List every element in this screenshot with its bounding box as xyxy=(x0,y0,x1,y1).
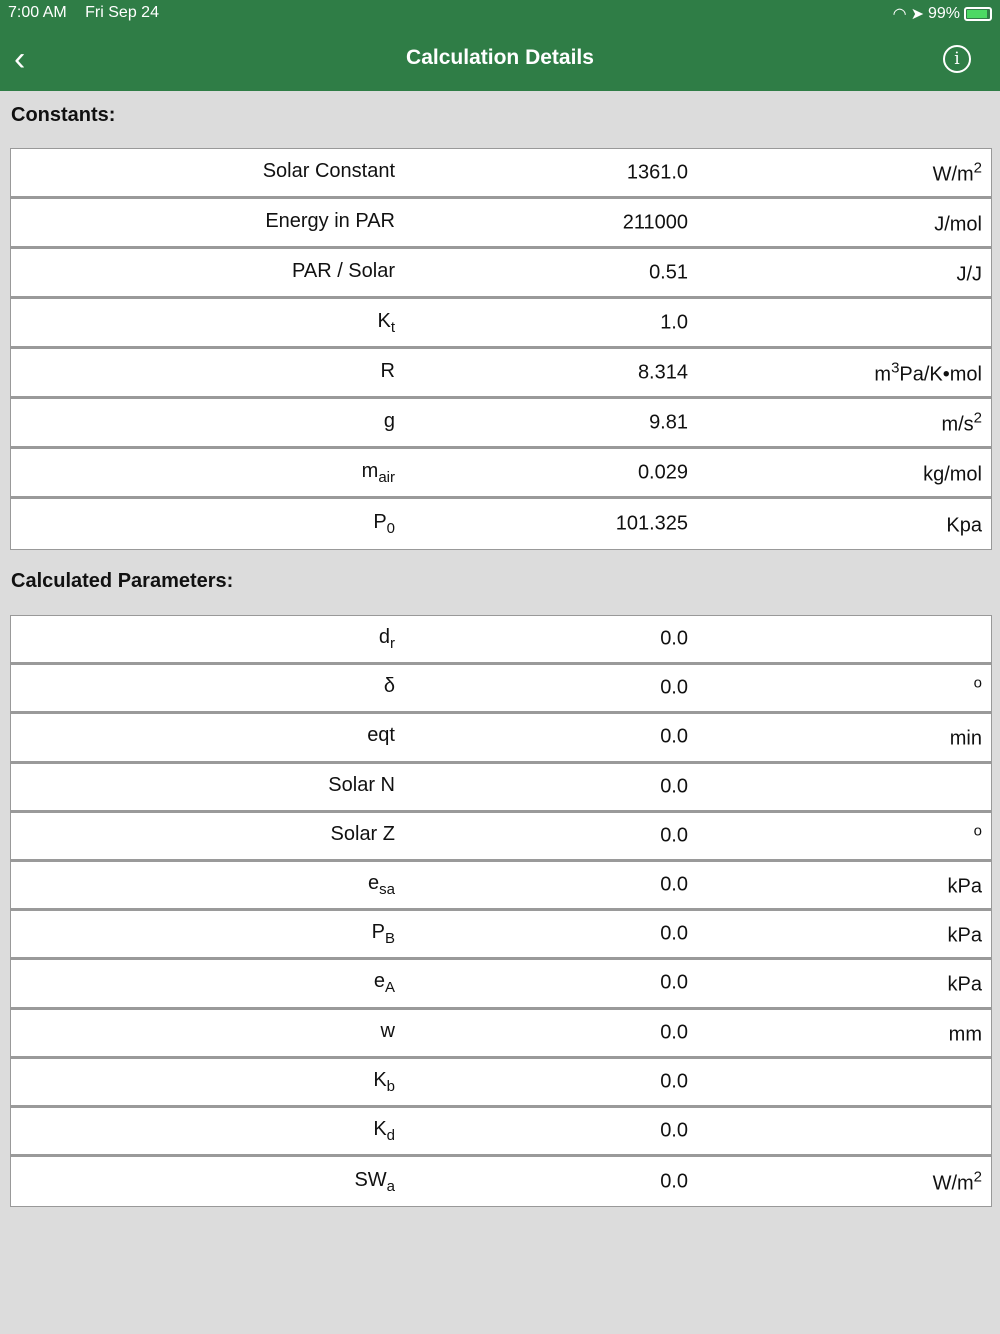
unit-superscript: o xyxy=(973,822,982,840)
table-row xyxy=(11,764,991,813)
info-button[interactable] xyxy=(943,45,971,73)
param-label xyxy=(384,675,395,701)
label-subscript: B xyxy=(384,930,395,948)
param-value: 0.0 xyxy=(660,971,688,994)
param-unit xyxy=(934,209,982,236)
status-bar-right xyxy=(893,4,992,24)
battery-icon xyxy=(964,7,992,21)
info-icon: i xyxy=(954,49,960,69)
unit-superscript: 3 xyxy=(891,359,900,377)
param-unit xyxy=(933,159,982,186)
unit-main: kPa xyxy=(947,973,982,996)
wifi-icon: ◠ xyxy=(892,6,907,23)
status-bar-left xyxy=(8,4,173,22)
label-main: P xyxy=(373,511,387,533)
param-label xyxy=(384,410,395,436)
location-arrow-icon: ➤ xyxy=(910,6,924,23)
unit-main: kPa xyxy=(947,875,982,898)
unit-main: min xyxy=(949,727,982,750)
param-unit xyxy=(923,459,982,486)
table-row xyxy=(11,665,991,714)
param-unit xyxy=(974,675,982,702)
label-subscript: 0 xyxy=(386,520,395,537)
label-subscript: A xyxy=(384,979,395,997)
label-subscript: sa xyxy=(379,881,395,899)
param-label xyxy=(292,260,395,286)
status-date: Fri Sep 24 xyxy=(85,4,159,21)
param-value: 8.314 xyxy=(637,361,688,383)
param-unit xyxy=(946,511,982,538)
param-unit xyxy=(874,359,982,386)
unit-main: m xyxy=(874,362,892,385)
unit-main: Kpa xyxy=(946,514,982,537)
label-subscript: b xyxy=(386,1077,395,1095)
table-row xyxy=(11,149,991,199)
table-row xyxy=(11,249,991,299)
param-value: 0.0 xyxy=(660,824,688,847)
table-row xyxy=(11,862,991,911)
label-main: g xyxy=(383,409,395,432)
param-label xyxy=(265,210,395,236)
unit-main: W/m xyxy=(932,1171,974,1194)
param-value: 0.0 xyxy=(660,1119,688,1142)
label-main: w xyxy=(380,1019,395,1042)
calculated-heading: Calculated Parameters: xyxy=(11,570,234,592)
param-value: 0.0 xyxy=(660,873,688,896)
param-unit xyxy=(974,823,982,850)
param-value: 0.0 xyxy=(660,1170,688,1193)
param-value: 0.029 xyxy=(637,461,688,483)
param-label xyxy=(328,774,395,800)
status-time: 7:00 AM xyxy=(8,4,67,21)
table-row xyxy=(11,1010,991,1059)
param-unit xyxy=(941,409,982,436)
table-row xyxy=(11,299,991,349)
label-subscript: a xyxy=(386,1177,395,1195)
calculated-table xyxy=(10,615,992,1207)
param-label xyxy=(377,310,395,336)
chevron-left-icon: ‹ xyxy=(14,40,26,78)
param-label xyxy=(379,626,395,652)
constants-table xyxy=(10,148,992,550)
param-label xyxy=(362,460,395,486)
table-row xyxy=(11,349,991,399)
label-main: e xyxy=(373,970,385,993)
param-unit xyxy=(949,1019,982,1046)
param-unit xyxy=(948,872,982,899)
param-label xyxy=(373,1069,395,1095)
param-unit xyxy=(956,259,982,286)
constants-heading: Constants: xyxy=(11,104,116,126)
label-main: e xyxy=(368,872,380,895)
param-value: 0.0 xyxy=(660,1021,688,1044)
label-subscript: t xyxy=(390,318,395,336)
param-value: 0.0 xyxy=(660,922,688,945)
param-label xyxy=(373,1118,395,1144)
param-value: 0.51 xyxy=(649,261,688,283)
unit-main: J/mol xyxy=(934,212,982,235)
label-subscript: d xyxy=(386,1126,395,1144)
param-label xyxy=(354,1169,395,1195)
label-main: K xyxy=(377,309,391,332)
param-unit xyxy=(948,970,982,997)
unit-main: m/s xyxy=(941,412,974,435)
label-main: PAR / Solar xyxy=(292,259,395,282)
table-row xyxy=(11,399,991,449)
param-unit xyxy=(948,921,982,948)
unit-superscript: 2 xyxy=(973,159,982,177)
unit-main: mm xyxy=(948,1022,982,1045)
param-label xyxy=(367,724,395,750)
unit-superscript: 2 xyxy=(973,409,982,427)
label-main: eqt xyxy=(367,724,395,747)
param-value: 0.0 xyxy=(660,725,688,748)
label-main: SW xyxy=(354,1168,387,1191)
label-main: Solar Constant xyxy=(262,159,395,182)
unit-suffix: Pa/K•mol xyxy=(899,362,982,385)
unit-main: kPa xyxy=(947,924,982,947)
param-value: 1.0 xyxy=(660,311,688,333)
unit-main: kg/mol xyxy=(923,462,982,485)
param-label xyxy=(263,160,395,186)
battery-percent: 99% xyxy=(927,5,960,22)
param-value: 101.325 xyxy=(615,512,688,535)
table-row xyxy=(11,199,991,249)
label-main: m xyxy=(361,459,379,482)
label-main: δ xyxy=(383,675,395,698)
param-value: 0.0 xyxy=(660,627,688,650)
param-label xyxy=(381,1020,395,1046)
param-unit xyxy=(933,1168,982,1195)
param-label xyxy=(381,360,395,386)
param-value: 1361.0 xyxy=(626,161,688,183)
label-subscript: air xyxy=(378,468,395,486)
table-row xyxy=(11,714,991,763)
param-label xyxy=(373,511,395,537)
param-value: 0.0 xyxy=(660,775,688,798)
label-main: R xyxy=(380,359,395,382)
param-label xyxy=(374,970,395,996)
table-row xyxy=(11,449,991,499)
unit-main: W/m xyxy=(932,162,974,185)
table-row xyxy=(11,960,991,1009)
nav-bar xyxy=(0,0,1000,91)
label-main: P xyxy=(371,921,385,944)
param-value: 211000 xyxy=(622,211,688,233)
label-main: Solar Z xyxy=(330,822,395,845)
param-value: 0.0 xyxy=(660,1070,688,1093)
label-subscript: r xyxy=(390,635,395,653)
unit-superscript: 2 xyxy=(973,1168,982,1186)
param-unit xyxy=(950,724,982,751)
table-row xyxy=(11,911,991,960)
label-main: K xyxy=(373,1117,387,1140)
label-main: d xyxy=(378,626,390,649)
table-row xyxy=(11,499,991,549)
unit-main: J/J xyxy=(956,262,982,285)
page-title: Calculation Details xyxy=(406,46,594,69)
label-main: Energy in PAR xyxy=(265,209,395,232)
table-row xyxy=(11,616,991,665)
label-main: Solar N xyxy=(328,773,395,796)
param-label xyxy=(331,823,395,849)
param-value: 0.0 xyxy=(660,676,688,699)
param-label xyxy=(372,921,395,947)
table-row xyxy=(11,1108,991,1157)
param-label xyxy=(368,872,395,898)
table-row xyxy=(11,1157,991,1206)
table-row xyxy=(11,813,991,862)
label-main: K xyxy=(373,1068,387,1091)
unit-superscript: o xyxy=(973,674,982,692)
table-row xyxy=(11,1059,991,1108)
param-value: 9.81 xyxy=(649,411,688,433)
